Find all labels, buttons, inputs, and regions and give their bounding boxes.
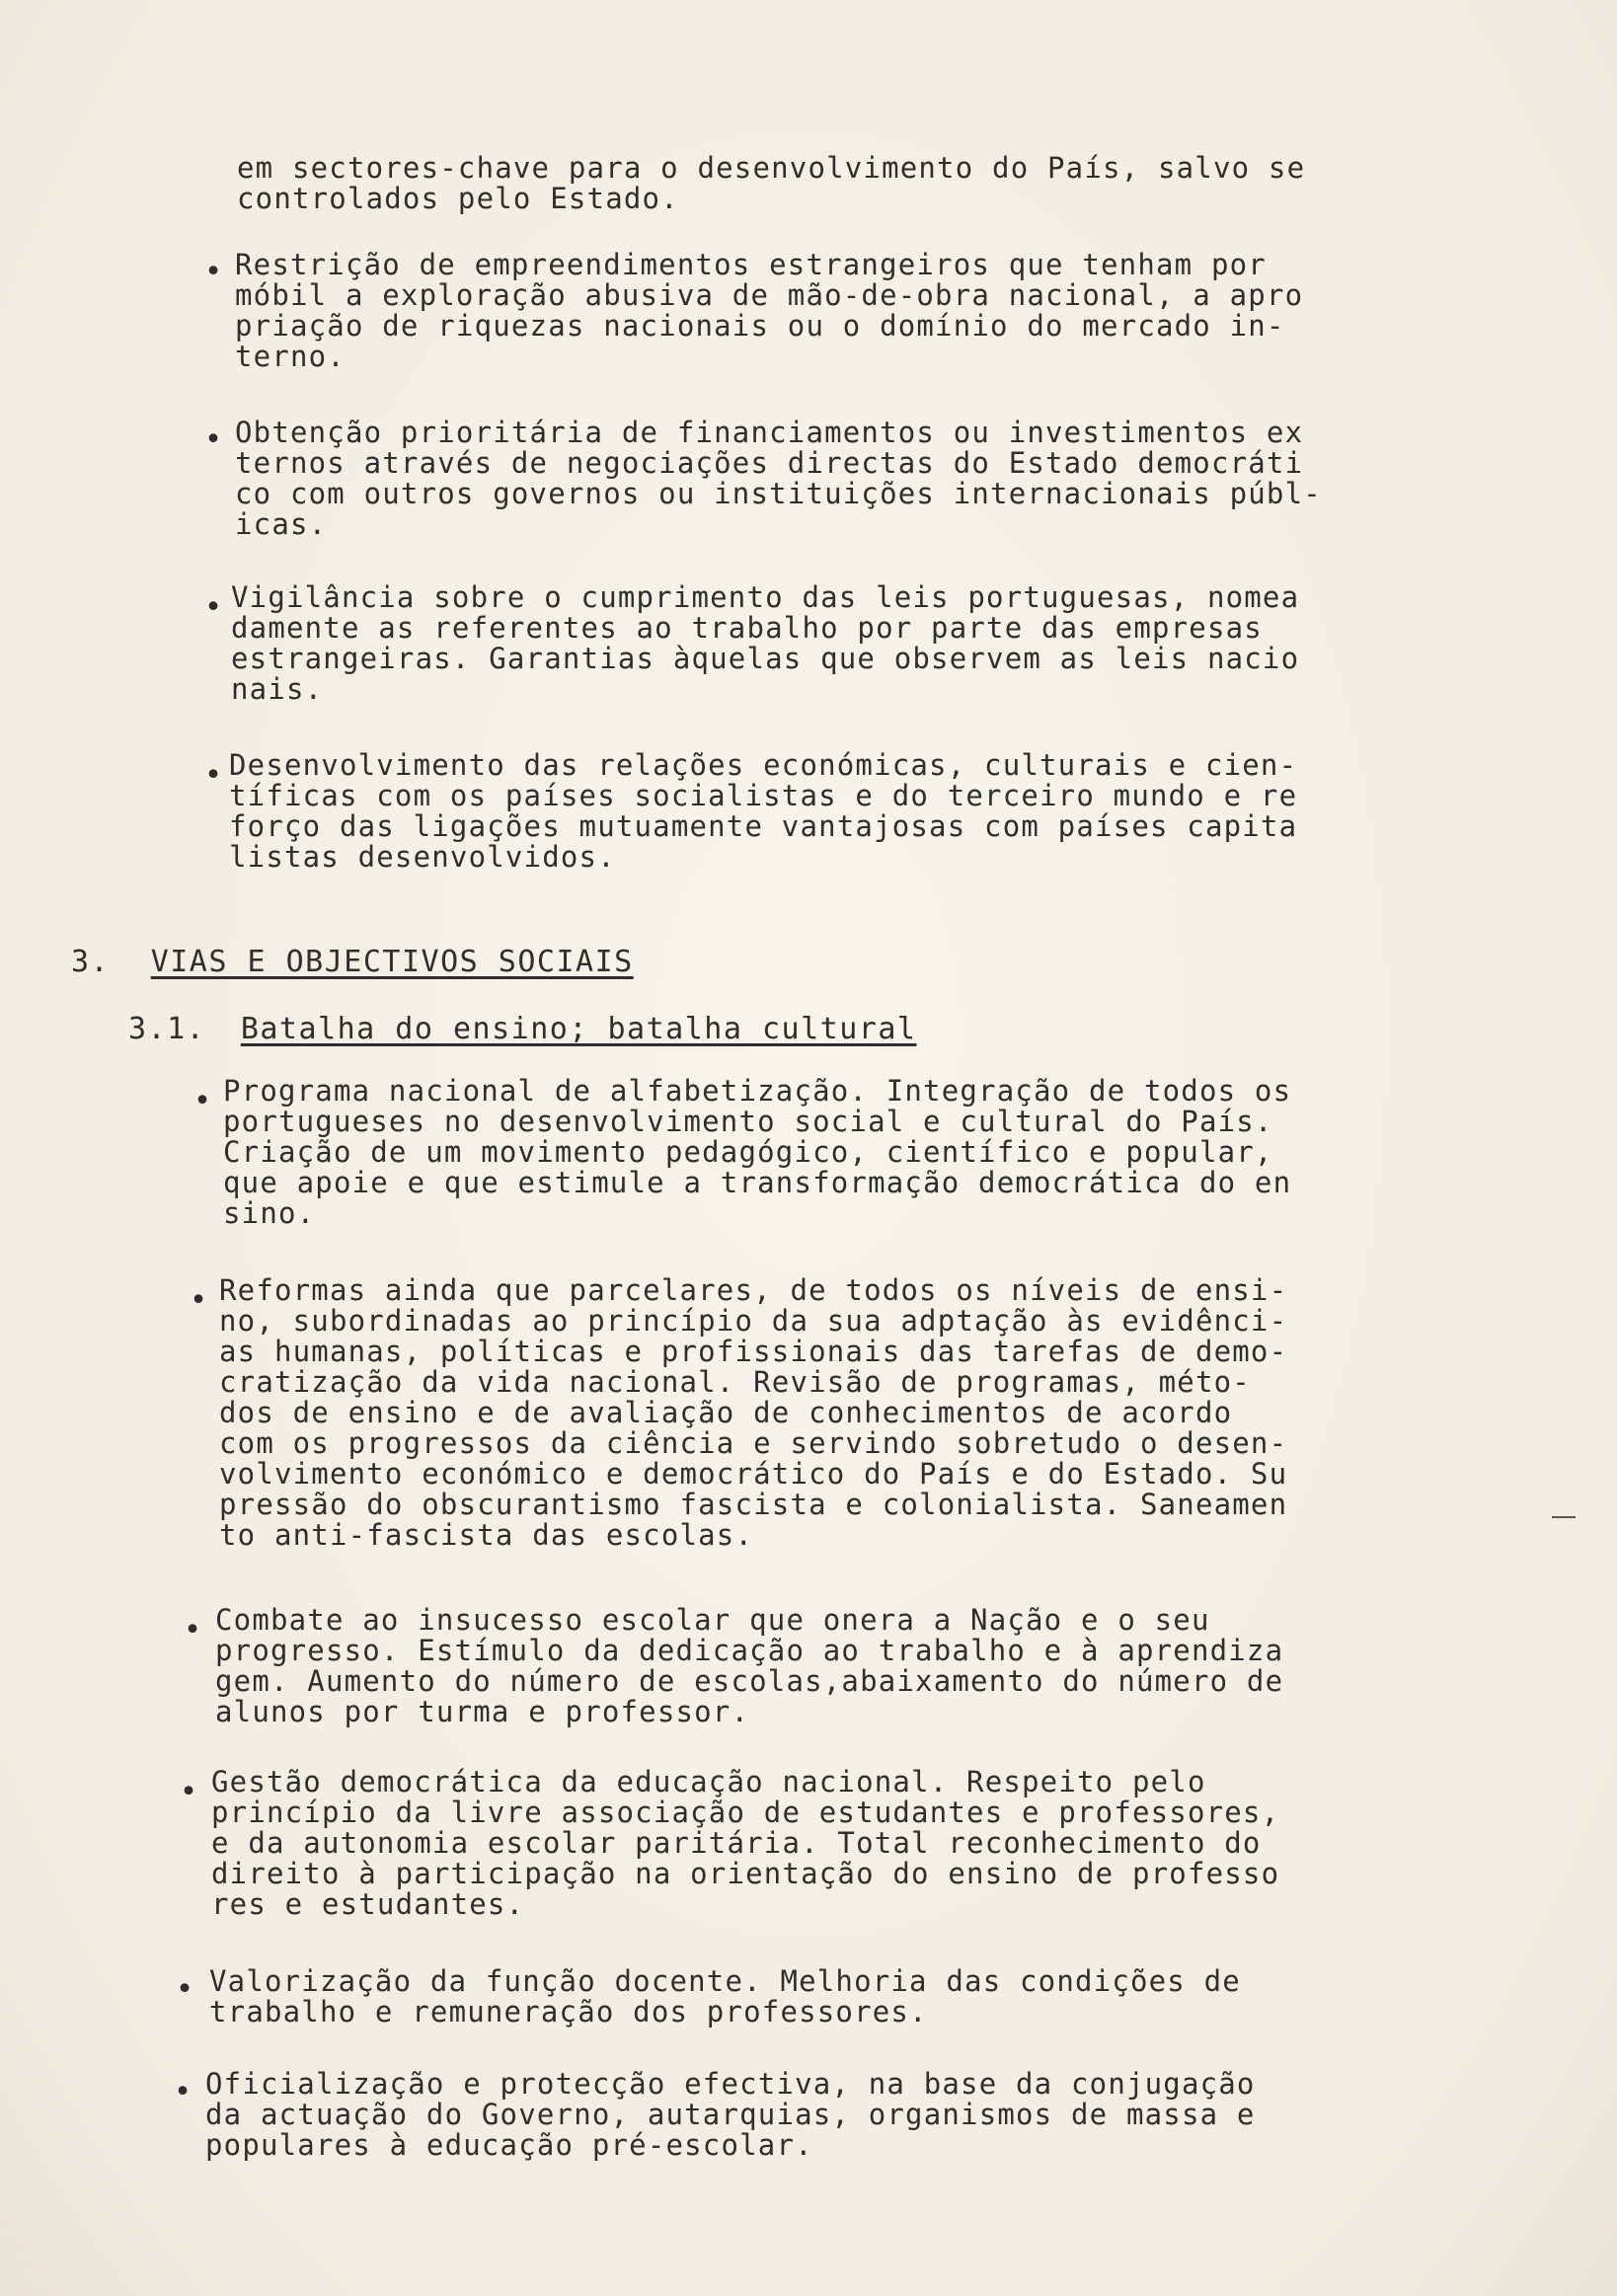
list-item: Combate ao insucesso escolar que onera a Nação e o seu progresso. Estímulo da dedicação ao trabalho e à aprendiza gem. Aumento do número de escolas,abaixamento do número de alunos por turma e professor.	[215, 1603, 1284, 1728]
bullet-marker: •	[174, 2075, 192, 2109]
subsection-number: 3.1.	[128, 1012, 206, 1046]
section-number: 3.	[71, 945, 111, 979]
bullet-marker: •	[190, 1283, 208, 1318]
subsection-title: Batalha do ensino; batalha cultural	[240, 1012, 917, 1046]
bullet-marker: •	[193, 1084, 212, 1118]
margin-mark	[1552, 1516, 1576, 1518]
list-item: Reformas ainda que parcelares, de todos os níveis de ensi- no, subordinadas ao princípio da sua adptação às evidênci- as humanas, políticas e profissionais das tarefas de demo- cratização da vida nacional. Revisão de programas, méto- dos de ensino e de avaliação de conhecimentos de acordo com os progressos da ciência e servindo sobretudo o desen- volvimento económico e democrático do País e do Estado. Su pressão do obscurantismo fascista e colonialista. Saneamen to anti-fascista das escolas.	[219, 1273, 1288, 1552]
list-item: Oficialização e protecção efectiva, na base da conjugação da actuação do Governo, autarquias, organismos de massa e populares à educação pré-escolar.	[205, 2067, 1256, 2162]
bullet-marker: •	[204, 758, 223, 793]
section-title: VIAS E OBJECTIVOS SOCIAIS	[150, 945, 634, 979]
bullet-marker: •	[180, 1775, 198, 1809]
list-item: Restrição de empreendimentos estrangeiros que tenham por móbil a exploração abusiva de mão-de-obra nacional, a apro priação de riquezas nacionais ou o domínio do mercado in- terno.	[235, 248, 1304, 373]
list-item: Programa nacional de alfabetização. Integração de todos os portugueses no desenvolvimento social e cultural do País. Criação de um movimento pedagógico, científico e popular, que apoie e que estimule a transformação democrática do en sino.	[223, 1074, 1292, 1230]
bullet-marker: •	[204, 590, 223, 625]
bullet-marker: •	[176, 1972, 194, 2007]
bullet-marker: •	[204, 422, 223, 457]
top-fragment: em sectores-chave para o desenvolvimento do País, salvo se controlados pelo Estado.	[237, 151, 1306, 215]
list-item: Vigilância sobre o cumprimento das leis portuguesas, nomea damente as referentes ao trabalho por parte das empresas estrangeiras. Garantias àquelas que observem as leis nacio nais.	[231, 580, 1300, 706]
section-heading	[71, 946, 634, 979]
list-item: Gestão democrática da educação nacional. Respeito pelo princípio da livre associação de estudantes e professores, e da autonomia escolar paritária. Total reconhecimento do direito à participação na orientação do ensino de professo res e estudantes.	[211, 1765, 1280, 1921]
bullet-marker: •	[204, 255, 223, 289]
bullet-marker: •	[184, 1613, 202, 1647]
list-item: Desenvolvimento das relações económicas, culturais e cien- tíficas com os países socialistas e do terceiro mundo e re forço das ligações mutuamente vantajosas com países capita listas desenvolvidos.	[229, 748, 1298, 874]
list-item: Valorização da função docente. Melhoria das condições de trabalho e remuneração dos professores.	[209, 1964, 1241, 2028]
subsection-heading	[128, 1013, 916, 1046]
list-item: Obtenção prioritária de financiamentos ou investimentos ex ternos através de negociações directas do Estado democráti co com outros governos ou instituições internacionais públ- icas.	[235, 416, 1322, 541]
